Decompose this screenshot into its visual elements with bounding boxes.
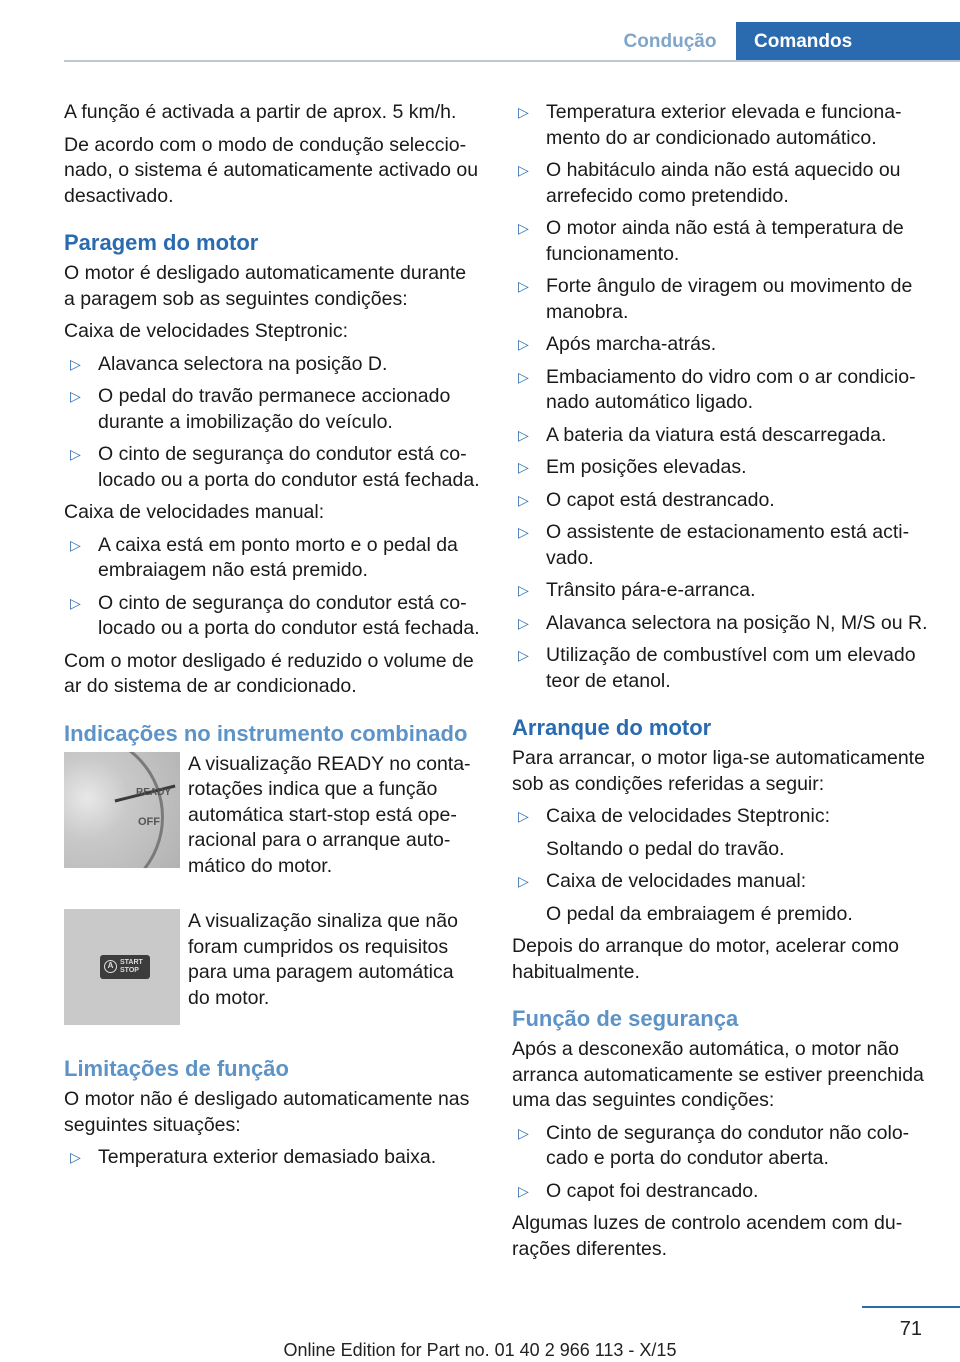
figure-start-stop — [64, 909, 480, 1025]
paragraph: Para arrancar, o motor liga-se automaticamente sob as condições referidas a seguir: — [512, 747, 925, 795]
triangle-right-icon: ▷ — [518, 524, 529, 540]
list-item: ▷ O habitáculo ainda não está aquecido ou arrefecido como pretendido. — [518, 159, 901, 207]
triangle-right-icon: ▷ — [518, 873, 529, 889]
triangle-right-icon: ▷ — [70, 594, 81, 611]
triangle-right-icon: ▷ — [518, 582, 529, 598]
header-rule — [64, 60, 960, 62]
triangle-right-icon: ▷ — [518, 1124, 529, 1141]
triangle-right-icon: ▷ — [70, 446, 81, 462]
page-number: 71 — [899, 1318, 922, 1340]
figure-caption: A visualização sinaliza que não foram cumpridos os requisitos para uma paragem automática do motor. — [188, 910, 458, 1009]
paragraph: Algumas luzes de controlo acendem com durações diferentes. — [512, 1212, 903, 1260]
left-column — [64, 100, 480, 1178]
steptronic-conditions-list — [64, 352, 480, 494]
triangle-right-icon: ▷ — [518, 104, 529, 120]
triangle-right-icon: ▷ — [518, 614, 529, 631]
paragraph: Caixa de velocidades manual: — [64, 501, 325, 523]
paragraph: Com o motor desligado é reduzido o volume de ar do sistema de ar condicionado. — [64, 649, 474, 697]
list-item: ▷ Temperatura exterior demasiado baixa. — [64, 1145, 480, 1171]
start-stop-icon: A START STOP — [100, 955, 150, 979]
list-item: ▷ Embaciamento do vidro com o ar condicionado automático ligado. — [518, 365, 916, 413]
footer-edition: Online Edition for Part no. 01 40 2 966 113 - X/15 — [283, 1340, 677, 1360]
list-item: ▷ Alavanca selectora na posição N, M/S ou R. — [512, 611, 932, 637]
header-active-tab: Comandos — [736, 22, 960, 62]
start-conditions-list — [512, 869, 932, 895]
triangle-right-icon: ▷ — [70, 388, 81, 404]
triangle-right-icon: ▷ — [518, 220, 529, 236]
list-item: ▷ Trânsito pára-e-arranca. — [512, 578, 932, 604]
start-stop-indicator-image — [64, 909, 180, 1025]
triangle-right-icon: ▷ — [518, 459, 529, 475]
list-item: ▷ O motor ainda não está à temperatura de funcionamento. — [518, 217, 904, 265]
heading-engine-start: Arranque do motor — [512, 715, 712, 740]
list-item: ▷ Forte ângulo de viragem ou movimento de manobra. — [518, 275, 913, 323]
list-item: ▷ O cinto de segurança do condutor está colocado ou a porta do condutor está fechada. — [70, 591, 480, 639]
heading-function-limitations: Limitações de função — [64, 1056, 289, 1081]
page-number-rule — [862, 1306, 960, 1308]
figure-caption: A visualização READY no conta-rotações indica que a função automática start-stop está operacional para o arranque automático do motor. — [188, 752, 471, 877]
list-item: ▷ O capot está destrancado. — [512, 488, 932, 514]
paragraph: O motor não é desligado automaticamente nas seguintes situações: — [64, 1088, 470, 1136]
list-item-detail: O pedal da embraiagem é premido. — [546, 902, 853, 925]
triangle-right-icon: ▷ — [518, 647, 529, 663]
triangle-right-icon: ▷ — [70, 355, 81, 372]
triangle-right-icon: ▷ — [518, 426, 529, 443]
safety-conditions-list — [512, 1121, 932, 1205]
paragraph: A função é activada a partir de aprox. 5 km/h. — [64, 101, 457, 123]
list-item: ▷ Temperatura exterior elevada e funcionamento do ar condicionado automático. — [518, 101, 902, 149]
list-item: ▷ Utilização de combustível com um elevado teor de etanol. — [518, 644, 916, 692]
list-item: ▷ O assistente de estacionamento está activado. — [518, 521, 910, 569]
paragraph: Após a desconexão automática, o motor não arranca automaticamente se estiver preenchida uma das seguintes condições: — [512, 1038, 924, 1111]
figure-ready — [64, 752, 480, 880]
tachometer-ready-image: READY OFF — [64, 752, 180, 868]
triangle-right-icon: ▷ — [518, 808, 529, 824]
list-item: ▷ Caixa de velocidades manual: — [512, 869, 932, 895]
limitations-list-continued — [512, 100, 932, 694]
triangle-right-icon: ▷ — [518, 491, 529, 508]
paragraph: Depois do arranque do motor, acelerar como habitualmente. — [512, 935, 899, 983]
right-column — [512, 100, 932, 1269]
triangle-right-icon: ▷ — [70, 1149, 81, 1165]
start-conditions-list — [512, 804, 932, 830]
list-item: ▷ Em posições elevadas. — [512, 455, 932, 481]
heading-engine-stop: Paragem do motor — [64, 230, 259, 255]
list-item: ▷ Cinto de segurança do condutor não colocado e porta do condutor aberta. — [518, 1121, 910, 1169]
heading-instrument-indications: Indicações no instrumento combinado — [64, 720, 468, 746]
limitations-list — [64, 1145, 480, 1171]
manual-conditions-list — [64, 533, 480, 642]
list-item: ▷ O pedal do travão permanece accionado durante a imobilização do veículo. — [70, 385, 451, 433]
list-item: ▷ O cinto de segurança do condutor está colocado ou a porta do condutor está fechada. — [70, 443, 480, 491]
triangle-right-icon: ▷ — [518, 1182, 529, 1199]
list-item: ▷ Após marcha-atrás. — [512, 332, 932, 358]
triangle-right-icon: ▷ — [518, 278, 529, 294]
heading-safety-function: Função de segurança — [512, 1006, 739, 1031]
list-item-detail: Soltando o pedal do travão. — [546, 837, 785, 860]
list-item: ▷ Alavanca selectora na posição D. — [64, 352, 480, 378]
list-item: ▷ A bateria da viatura está descarregada. — [512, 423, 932, 449]
paragraph: O motor é desligado automaticamente durante a paragem sob as seguintes condições: — [64, 262, 467, 310]
paragraph: De acordo com o modo de condução seleccionado, o sistema é automaticamente activado ou desactivado. — [64, 133, 479, 207]
list-item: ▷ O capot foi destrancado. — [512, 1179, 932, 1205]
triangle-right-icon: ▷ — [518, 336, 529, 352]
list-item: ▷ A caixa está em ponto morto e o pedal da embraiagem não está premido. — [70, 533, 458, 581]
header-section-tab: Condução — [623, 31, 717, 52]
triangle-right-icon: ▷ — [518, 162, 529, 178]
paragraph: Caixa de velocidades Steptronic: — [64, 320, 348, 342]
triangle-right-icon: ▷ — [70, 536, 81, 553]
list-item: ▷ Caixa de velocidades Steptronic: — [512, 804, 932, 830]
triangle-right-icon: ▷ — [518, 368, 529, 385]
